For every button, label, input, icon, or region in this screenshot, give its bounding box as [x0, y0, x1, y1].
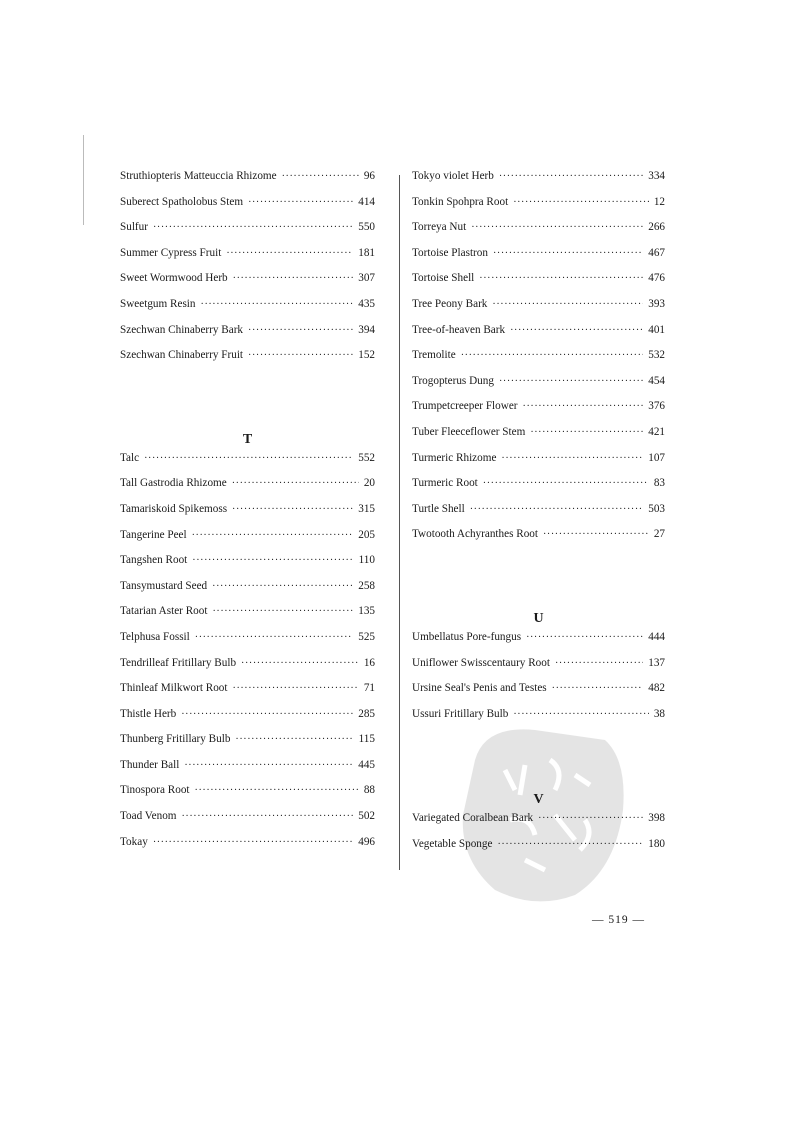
index-entry [412, 657, 665, 683]
index-entry [412, 528, 665, 554]
entry-name: Tamariskoid Spikemoss [120, 502, 228, 515]
leader-dots [552, 683, 644, 694]
index-entry [412, 426, 665, 452]
entry-page-number: 444 [648, 630, 665, 643]
entry-page-number: 532 [648, 349, 665, 362]
entry-page-number: 525 [358, 630, 375, 643]
entry-page-number: 38 [653, 707, 665, 720]
index-entry [412, 324, 665, 350]
entry-name: Thinleaf Milkwort Root [120, 682, 228, 695]
entry-page-number: 135 [358, 605, 375, 618]
leader-dots [470, 504, 643, 515]
entry-page-number: 20 [363, 477, 375, 490]
leader-dots [497, 839, 643, 850]
leader-dots [501, 453, 643, 464]
entry-page-number: 181 [358, 246, 375, 259]
entry-page-number: 445 [358, 758, 375, 771]
index-entry [120, 298, 375, 324]
leader-dots [492, 299, 643, 310]
entry-name: Umbellatus Pore-fungus [412, 630, 522, 643]
entry-name: Turmeric Root [412, 477, 478, 490]
index-entry [412, 170, 665, 196]
leader-dots [282, 171, 359, 182]
entry-page-number: 71 [363, 682, 375, 695]
leader-dots [499, 171, 643, 182]
index-entry [412, 682, 665, 708]
entry-name: Talc [120, 451, 140, 464]
entry-name: Tokyo violet Herb [412, 170, 494, 182]
leader-dots [235, 734, 353, 745]
entry-name: Sulfur [120, 221, 148, 234]
entry-page-number: 476 [648, 272, 665, 285]
entry-name: Sweetgum Resin [120, 297, 196, 310]
leader-dots [471, 222, 643, 233]
entry-name: Variegated Coralbean Bark [412, 812, 534, 825]
entry-page-number: 107 [648, 451, 665, 464]
index-entry [120, 810, 375, 836]
entry-page-number: 502 [358, 810, 375, 823]
leader-dots [523, 401, 644, 412]
entry-name: Tatarian Aster Root [120, 605, 208, 618]
entry-page-number: 401 [648, 323, 665, 336]
entry-name: Tendrilleaf Fritillary Bulb [120, 656, 237, 669]
entry-page-number: 394 [358, 323, 375, 336]
index-entry [120, 452, 375, 478]
index-entry [120, 657, 375, 683]
entry-page-number: 503 [648, 502, 665, 515]
index-entry [412, 298, 665, 324]
entry-page-number: 482 [648, 682, 665, 695]
index-entry [412, 221, 665, 247]
index-entry [120, 759, 375, 785]
leader-dots [513, 197, 649, 208]
entry-name: Suberect Spatholobus Stem [120, 195, 244, 208]
index-entry [412, 477, 665, 503]
index-entry [412, 196, 665, 222]
index-entry [412, 452, 665, 478]
entry-page-number: 12 [653, 195, 665, 208]
entry-page-number: 393 [648, 297, 665, 310]
index-entry [120, 247, 375, 273]
entry-name: Summer Cypress Fruit [120, 246, 222, 259]
index-entry [120, 221, 375, 247]
index-entry [120, 324, 375, 350]
entry-name: Szechwan Chinaberry Fruit [120, 349, 244, 362]
entry-page-number: 376 [648, 400, 665, 413]
entry-name: Vegetable Sponge [412, 837, 493, 850]
leader-dots [153, 222, 353, 233]
entry-name: Tangshen Root [120, 554, 188, 567]
page-number: — 519 — [592, 914, 645, 926]
index-entry [120, 529, 375, 555]
left-column [120, 170, 375, 861]
index-entry [120, 682, 375, 708]
entry-page-number: 16 [363, 656, 375, 669]
index-entry [412, 272, 665, 298]
leader-dots [543, 529, 649, 540]
entry-name: Thistle Herb [120, 707, 177, 720]
leader-dots [555, 658, 643, 669]
entry-name: Tuber Fleeceflower Stem [412, 425, 526, 438]
index-entry [412, 838, 665, 864]
right-column [412, 170, 665, 863]
entry-name: Tall Gastrodia Rhizome [120, 477, 227, 490]
leader-dots [483, 478, 649, 489]
entry-name: Struthiopteris Matteuccia Rhizome [120, 170, 277, 182]
entry-name: Tree Peony Bark [412, 297, 488, 310]
leader-dots [212, 581, 353, 592]
leader-dots [212, 606, 353, 617]
entry-page-number: 96 [363, 170, 375, 182]
leader-dots [195, 785, 359, 796]
index-entry [120, 631, 375, 657]
entry-page-number: 137 [648, 656, 665, 669]
entry-page-number: 496 [358, 835, 375, 848]
column-divider [399, 175, 400, 870]
index-entry [412, 708, 665, 734]
entry-page-number: 152 [358, 349, 375, 362]
entry-name: Trogopterus Dung [412, 374, 494, 387]
entry-page-number: 266 [648, 221, 665, 234]
index-entry [412, 349, 665, 375]
entry-name: Toad Venom [120, 810, 177, 823]
index-entry [120, 580, 375, 606]
index-entry [412, 375, 665, 401]
entry-name: Tonkin Spohpra Root [412, 195, 509, 208]
entry-page-number: 550 [358, 221, 375, 234]
index-entry [120, 733, 375, 759]
entry-name: Thunberg Fritillary Bulb [120, 733, 231, 746]
leader-dots [232, 478, 359, 489]
leader-dots [499, 376, 643, 387]
leader-dots [192, 555, 353, 566]
leader-dots [144, 453, 353, 464]
entry-name: Ursine Seal's Penis and Testes [412, 682, 547, 695]
leader-dots [182, 811, 354, 822]
leader-dots [538, 813, 643, 824]
entry-name: Turtle Shell [412, 502, 465, 515]
leader-dots [248, 197, 353, 208]
entry-name: Twotooth Achyranthes Root [412, 528, 538, 541]
entry-page-number: 115 [358, 733, 375, 746]
index-entry [412, 812, 665, 838]
index-entry [120, 349, 375, 375]
entry-name: Tortoise Shell [412, 272, 475, 285]
leader-dots [461, 350, 644, 361]
leader-dots [195, 632, 353, 643]
entry-page-number: 334 [648, 170, 665, 182]
leader-dots [232, 504, 353, 515]
leader-dots [184, 760, 353, 771]
entry-page-number: 258 [358, 579, 375, 592]
entry-page-number: 180 [648, 837, 665, 850]
section-letter-v: V [533, 792, 544, 808]
index-entry [412, 631, 665, 657]
index-entry [120, 784, 375, 810]
entry-page-number: 88 [363, 784, 375, 797]
entry-page-number: 315 [358, 502, 375, 515]
section-letter-u: U [533, 610, 544, 626]
index-entry [120, 708, 375, 734]
leader-dots [241, 658, 359, 669]
index-entry [120, 477, 375, 503]
leader-dots [233, 273, 354, 284]
entry-name: Uniflower Swisscentaury Root [412, 656, 550, 669]
entry-name: Tremolite [412, 349, 456, 362]
entry-name: Sweet Wormwood Herb [120, 272, 228, 285]
index-entry [412, 400, 665, 426]
entry-name: Telphusa Fossil [120, 630, 190, 643]
index-entry [120, 503, 375, 529]
leader-dots [226, 248, 353, 259]
index-entry [412, 503, 665, 529]
leader-dots [479, 273, 643, 284]
entry-name: Tokay [120, 835, 148, 848]
index-entry [120, 170, 375, 196]
entry-page-number: 285 [358, 707, 375, 720]
entry-page-number: 398 [648, 812, 665, 825]
entry-page-number: 435 [358, 297, 375, 310]
leader-dots [248, 325, 353, 336]
entry-page-number: 467 [648, 246, 665, 259]
entry-name: Tree-of-heaven Bark [412, 323, 506, 336]
entry-page-number: 27 [653, 528, 665, 541]
index-entry [120, 836, 375, 862]
leader-dots [493, 248, 643, 259]
entry-name: Tortoise Plastron [412, 246, 488, 259]
index-entry [412, 247, 665, 273]
entry-name: Trumpetcreeper Flower [412, 400, 518, 413]
entry-name: Tansymustard Seed [120, 579, 208, 592]
entry-name: Ussuri Fritillary Bulb [412, 707, 509, 720]
leader-dots [192, 530, 354, 541]
entry-page-number: 205 [358, 528, 375, 541]
index-entry [120, 272, 375, 298]
leader-dots [181, 709, 353, 720]
entry-name: Szechwan Chinaberry Bark [120, 323, 244, 336]
entry-name: Tinospora Root [120, 784, 190, 797]
leader-dots [526, 632, 643, 643]
leader-dots [201, 299, 354, 310]
leader-dots [153, 837, 353, 848]
entry-page-number: 307 [358, 272, 375, 285]
index-entry [120, 605, 375, 631]
entry-page-number: 414 [358, 195, 375, 208]
entry-name: Tangerine Peel [120, 528, 187, 541]
index-entry [120, 196, 375, 222]
leader-dots [530, 427, 643, 438]
entry-name: Thunder Ball [120, 758, 180, 771]
entry-name: Torreya Nut [412, 221, 467, 234]
scan-margin-mark [83, 135, 84, 225]
section-letter-t: T [242, 431, 253, 447]
leader-dots [248, 350, 353, 361]
entry-page-number: 83 [653, 477, 665, 490]
leader-dots [513, 709, 648, 720]
entry-page-number: 110 [358, 554, 375, 567]
entry-name: Turmeric Rhizome [412, 451, 497, 464]
entry-page-number: 552 [358, 451, 375, 464]
leader-dots [233, 683, 359, 694]
entry-page-number: 454 [648, 374, 665, 387]
leader-dots [510, 325, 643, 336]
entry-page-number: 421 [648, 425, 665, 438]
index-entry [120, 554, 375, 580]
